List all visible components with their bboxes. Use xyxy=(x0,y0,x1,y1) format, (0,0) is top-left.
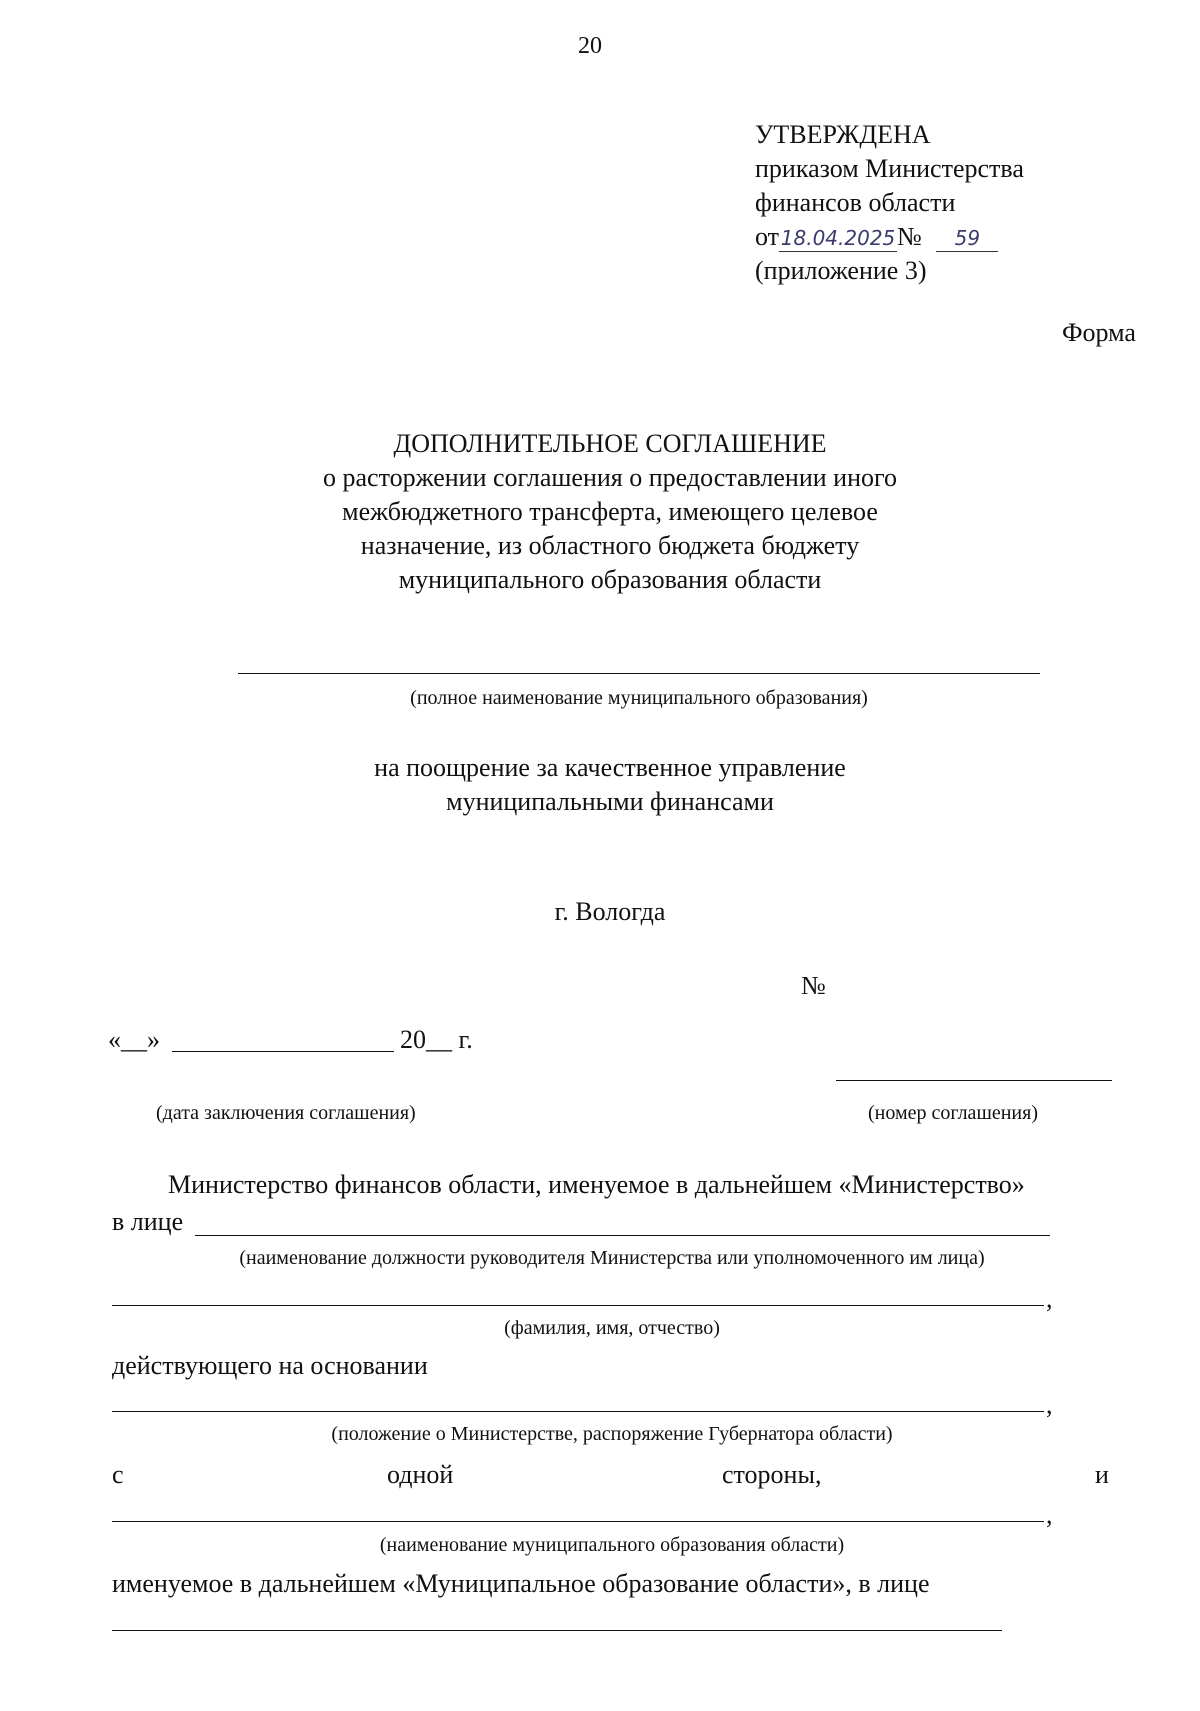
approval-title: УТВЕРЖДЕНА xyxy=(755,120,931,149)
approval-number-handwritten: 59 xyxy=(936,225,998,252)
purpose-line-1: на поощрение за качественное управление xyxy=(374,753,846,782)
page-number: 20 xyxy=(578,33,602,59)
municipality-comma: , xyxy=(1046,1500,1053,1529)
basis-comma: , xyxy=(1046,1390,1053,1419)
municipality-name-blank xyxy=(238,673,1040,674)
fio-comma: , xyxy=(1046,1284,1053,1313)
fio-blank xyxy=(112,1305,1044,1306)
basis-blank xyxy=(112,1411,1044,1412)
title-line-2: о расторжении соглашения о предоставлении иного xyxy=(322,463,898,492)
city: г. Вологда xyxy=(554,897,666,926)
fio-caption: (фамилия, имя, отчество) xyxy=(504,1317,720,1339)
title-heading: ДОПОЛНИТЕЛЬНОЕ СОГЛАШЕНИЕ xyxy=(393,429,827,458)
named-municipality-line: именуемое в дальнейшем «Муниципальное образование области», в лице xyxy=(112,1569,930,1598)
representative-blank xyxy=(112,1630,1002,1631)
title-line-5: муниципального образования области xyxy=(398,565,822,594)
approval-line-ministry: приказом Министерства xyxy=(755,154,1024,183)
one-word: одной xyxy=(387,1460,454,1489)
approval-line-finance: финансов области xyxy=(755,188,956,217)
side-word: стороны, xyxy=(722,1460,822,1489)
number-sign: № xyxy=(801,971,826,1000)
approval-date-handwritten: 18.04.2025 xyxy=(780,226,896,250)
approval-appendix: (приложение 3) xyxy=(755,256,927,285)
municipality-blank xyxy=(112,1521,1044,1522)
body-paragraph-1: Министерство финансов области, именуемое в дальнейшем «Министерство» xyxy=(168,1170,1025,1199)
form-label: Форма xyxy=(1062,318,1136,347)
with-word: с xyxy=(112,1460,124,1489)
acting-basis-label: действующего на основании xyxy=(112,1351,428,1380)
municipality-caption: (полное наименование муниципального образования) xyxy=(410,687,868,709)
approval-date-prefix: от xyxy=(755,222,780,251)
agreement-number-blank xyxy=(836,1080,1112,1081)
approval-number-label: № xyxy=(897,222,922,251)
and-word: и xyxy=(1095,1460,1109,1489)
number-caption: (номер соглашения) xyxy=(868,1102,1038,1124)
position-caption: (наименование должности руководителя Министерства или уполномоченного им лица) xyxy=(239,1247,985,1269)
date-month-blank xyxy=(172,1051,394,1052)
title-line-4: назначение, из областного бюджета бюджету xyxy=(360,531,860,560)
date-year: 20__ г. xyxy=(400,1025,473,1054)
position-blank xyxy=(195,1235,1050,1236)
date-caption: (дата заключения соглашения) xyxy=(156,1102,416,1124)
in-person-label: в лице xyxy=(112,1207,184,1236)
title-line-3: межбюджетного трансферта, имеющего целевое xyxy=(342,497,878,526)
basis-caption: (положение о Министерстве, распоряжение Губернатора области) xyxy=(331,1423,893,1445)
date-quote-day: «__» xyxy=(108,1025,160,1054)
purpose-line-2: муниципальными финансами xyxy=(446,787,774,816)
municipality-area-caption: (наименование муниципального образования области) xyxy=(379,1534,845,1556)
approval-date-row xyxy=(755,220,998,254)
